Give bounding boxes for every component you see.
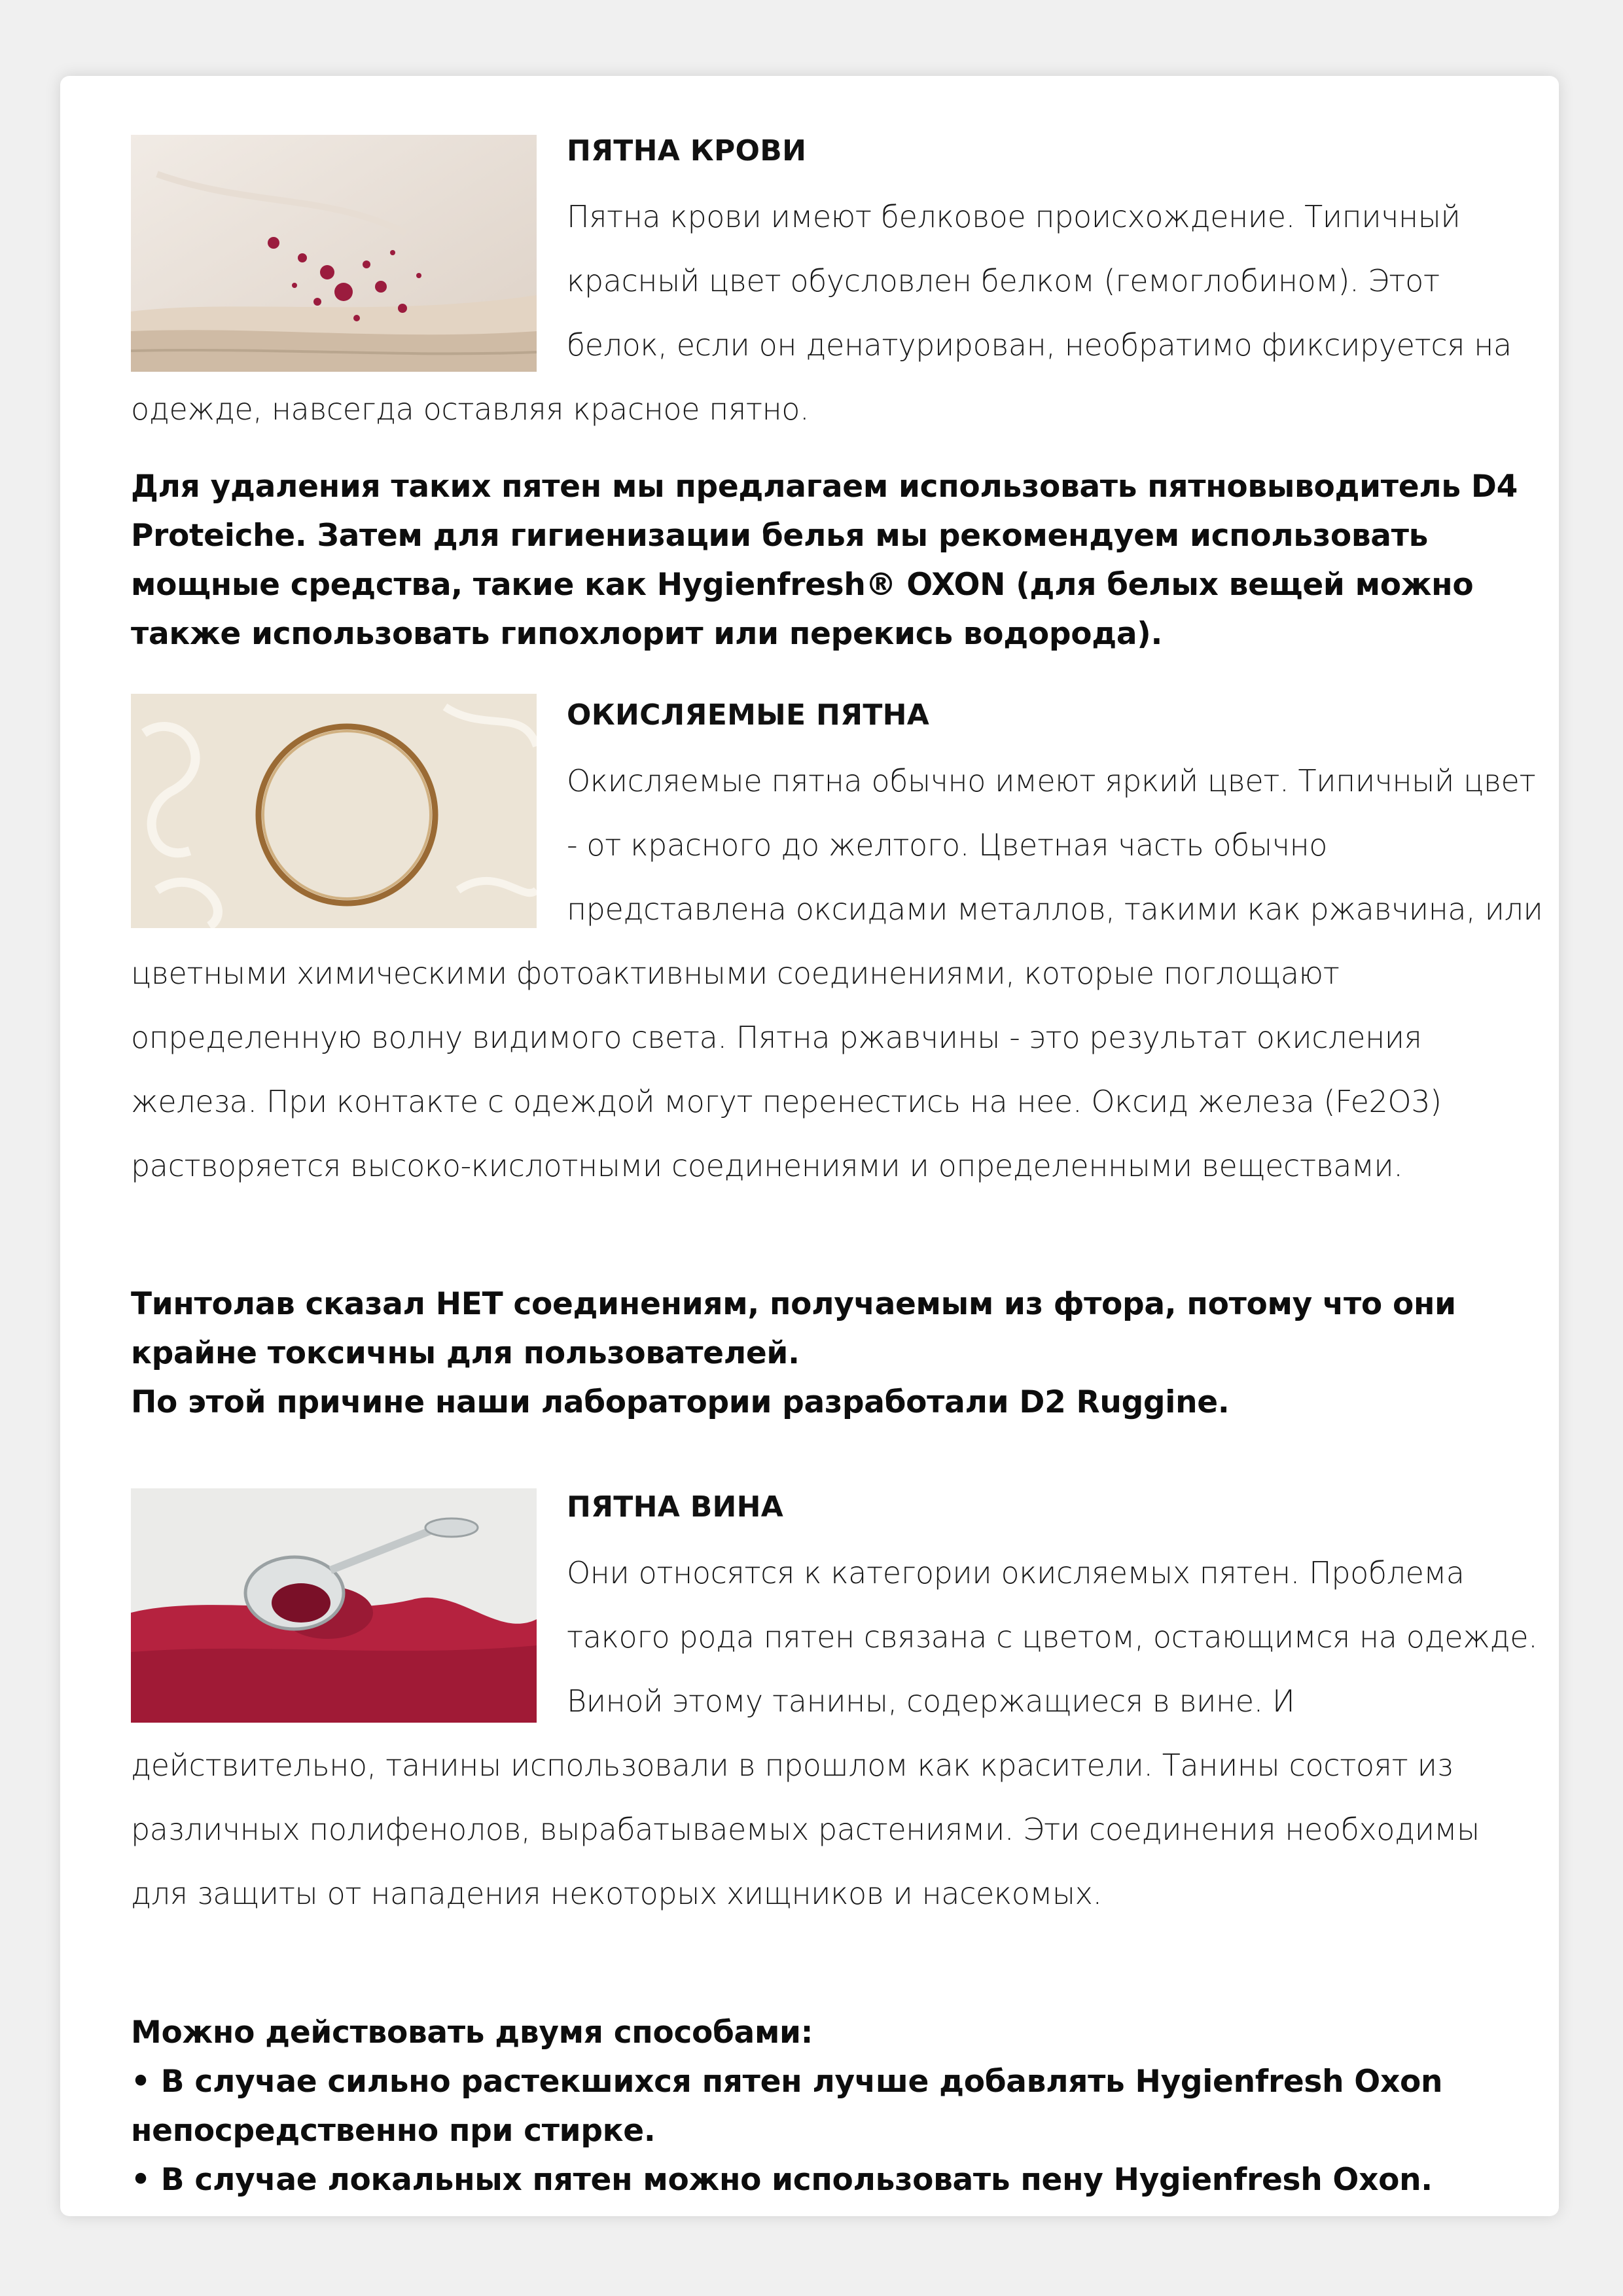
wine-stain-photo — [131, 1488, 537, 1723]
blood-stains-heading: ПЯТНА КРОВИ — [567, 134, 807, 168]
wine-recommendation-line-1: Можно действовать двумя способами: — [131, 2015, 813, 2051]
wine-stains-section — [131, 1491, 1544, 1926]
oxidizable-stains-recommendation — [131, 1280, 1558, 1427]
rust-stain-photo — [131, 694, 537, 928]
blood-stains-text: Пятна крови имеют белковое происхождение. Типичный красный цвет обусловлен белком (гемоглобином). Этот белок, если он денатурирован, необратимо фиксируется на одежде, навсегда оставляя красное пятно. — [131, 199, 1512, 427]
wine-recommendation-line-2: • В случае сильно растекшихся пятен лучше добавлять Hygienfresh Oxon непосредственно при стирке. — [131, 2064, 1443, 2149]
oxidizable-stains-text: Окисляемые пятна обычно имеют яркий цвет. Типичный цвет - от красного до желтого. Цветная часть обычно представлена оксидами металлов, такими как ржавчина, или цветными химическими фотоактивными соединениями, которые поглощают определенную волну видимого света. Пятна ржавчины - это результат окисления железа. При контакте с одеждой могут перенестись на нее. Оксид железа (Fe2O3) растворяется высоко-кислотными соединениями и определенными веществами. — [131, 763, 1543, 1183]
blood-stain-photo — [131, 135, 537, 372]
blood-stains-recommendation: Для удаления таких пятен мы предлагаем использовать пятновыводитель D4 Proteiche. Затем для гигиенизации белья мы рекомендуем использовать мощные средства, такие как Hygienfresh® OXON (для белых вещей можно также использовать гипохлорит или перекись водорода). — [131, 469, 1518, 652]
wine-stains-recommendation — [131, 2008, 1558, 2204]
wine-stains-text: Они относятся к категории окисляемых пятен. Проблема такого рода пятен связана с цветом, остающимся на одежде. Виной этому танины, содержащиеся в вине. И действительно, танины использовали в прошлом как красители. Танины состоят из различных полифенолов, вырабатываемых растениями. Эти соединения необходимы для защиты от нападения некоторых хищников и насекомых. — [131, 1555, 1538, 1911]
oxidizable-stains-heading: ОКИСЛЯЕМЫЕ ПЯТНА — [567, 698, 930, 732]
oxidizable-stains-section — [131, 699, 1544, 1198]
wine-stains-heading: ПЯТНА ВИНА — [567, 1490, 784, 1524]
oxidizable-recommendation-line-2: По этой причине наши лаборатории разработали D2 Ruggine. — [131, 1384, 1230, 1420]
blood-stains-section — [131, 135, 1544, 441]
wine-recommendation-line-3: • В случае локальных пятен можно использовать пену Hygienfresh Oxon. — [131, 2162, 1433, 2198]
oxidizable-recommendation-line-1: Тинтолав сказал НЕТ соединениям, получаемым из фтора, потому что они крайне токсичны для пользователей. — [131, 1286, 1456, 1371]
